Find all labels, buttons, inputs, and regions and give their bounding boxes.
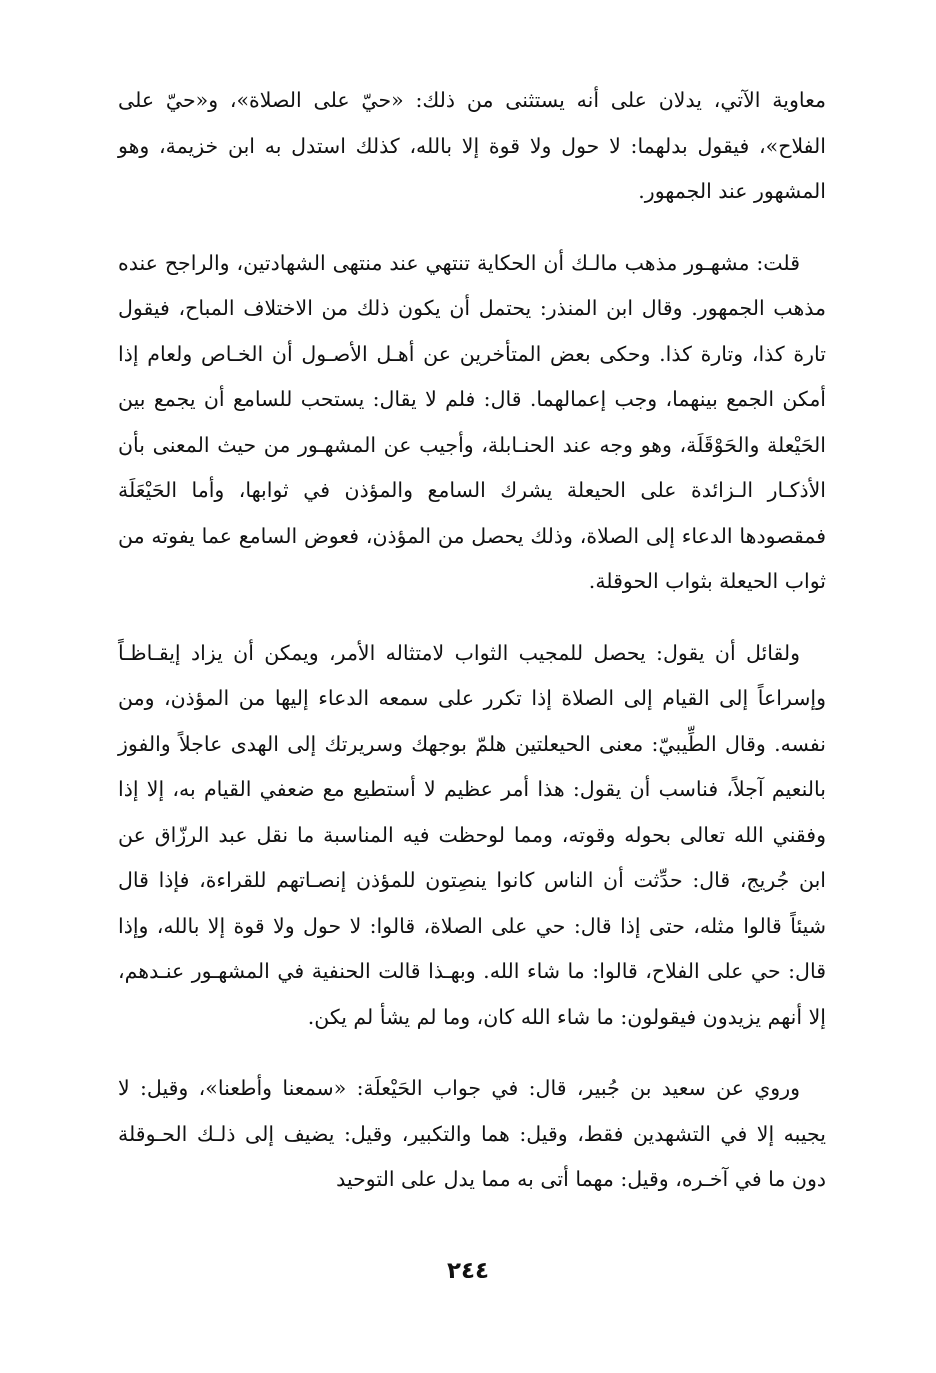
paragraph-3: ولقائل أن يقول: يحصل للمجيب الثواب لامتثاله الأمر، ويمكن أن يزاد إيقـاظـاً وإسراعاً إلى القيام إلى الصلاة إذا تكرر على سمعه الدعاء إليها من المؤذن، ومن نفسه. وقال الطِّيبيّ: معنى الحيعلتين هلمّ بوجهك وسريرتك إلى الهدى عاجلاً والفوز بالنعيم آجلاً، فناسب أن يقول: هذا أمر عظيم لا أستطيع مع ضعفي القيام به، إلا إذا وفقني الله تعالى بحوله وقوته، ومما لوحظت فيه المناسبة ما نقل عبد الرزّاق عن ابن جُريج، قال: حدِّثت أن الناس كانوا ينصِتون للمؤذن إنصـاتهم للقراءة، فإذا قال شيئاً قالوا مثله، حتى إذا قال: حي على الصلاة، قالوا: لا حول ولا قوة إلا بالله، وإذا قال: حي على الفلاح، قالوا: ما شاء الله. وبهـذا قالت الحنفية في المشهـور عنـدهم، إلا أنهم يزيدون فيقولون: ما شاء الله كان، وما لم يشأ لم يكن. (118, 640, 826, 1029)
paragraph-4: وروي عن سعيد بن جُبير، قال: في جواب الحَيْعلَة: «سمعنا وأطعنا»، وقيل: لا يجيبه إلا في التشهدين فقط، وقيل: هما والتكبير، وقيل: يضيف إلى ذلـك الحـوقلة دون ما في آخـره، وقيل: مهما أتى به مما يدل على التوحيد (118, 1076, 826, 1191)
page-number: ٢٤٤ (446, 1258, 490, 1284)
paragraph-1: معاوية الآتي، يدلان على أنه يستثنى من ذلك: «حيّ على الصلاة»، و«حيّ على الفلاح»، فيقول بدلهما: لا حول ولا قوة إلا بالله، كذلك استدل به ابن خزيمة، وهو المشهور عند الجمهور. (118, 88, 826, 203)
paragraph-2: قلت: مشهـور مذهب مالـك أن الحكاية تنتهي عند منتهى الشهادتين، والراجح عنده مذهب الجمهور. وقال ابن المنذر: يحتمل أن يكون ذلك من الاختلاف المباح، فيقول تارة كذا، وتارة كذا. وحكى بعض المتأخرين عن أهـل الأصـول أن الخـاص ولعام إذا أمكن الجمع بينهما، وجب إعمالهما. قال: فلم لا يقال: يستحب للسامع أن يجمع بين الحَيْعلة والحَوْقَلَة، وهو وجه عند الحنـابلة، وأجيب عن المشهـور من حيث المعنى بأن الأذكـار الـزائدة على الحيعلة يشرك السامع والمؤذن في ثوابها، وأما الحَيْعَلَة فمقصودها الدعاء إلى الصلاة، وذلك يحصل من المؤذن، فعوض السامع عما يفوته من ثواب الحيعلة بثواب الحوقلة. (118, 250, 826, 593)
body-text (118, 78, 826, 1203)
